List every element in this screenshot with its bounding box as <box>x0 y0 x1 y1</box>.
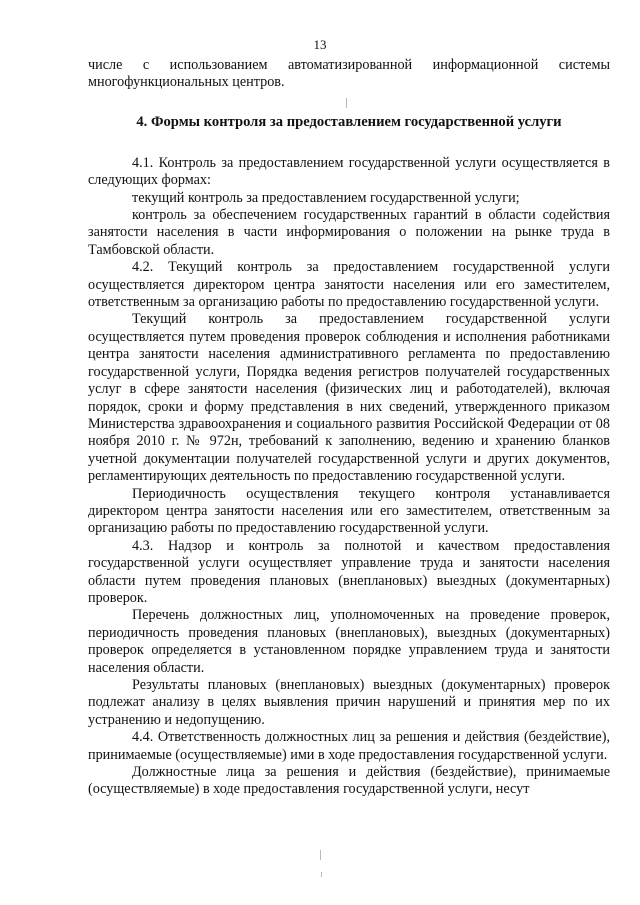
paragraph-officials-list: Перечень должностных лиц, уполномоченных на проведение проверок, периодичность проведения плановых (внеплановых), выездных (документарных) проверок определяется в установленном порядке управлением труда и занятости населения области. <box>88 607 610 676</box>
scan-mark-top <box>346 98 347 108</box>
intro-continuation: числе с использованием автоматизированной информационной системы многофункциональных центров. <box>88 57 610 91</box>
list-item-guarantees-control: контроль за обеспечением государственных гарантий в области содействия занятости населения в части информирования о положении на рынке труда в Тамбовской области. <box>88 207 610 258</box>
section-heading: 4. Формы контроля за предоставлением государственной услуги <box>136 113 562 130</box>
paragraph-current-control-details: Текущий контроль за предоставлением государственной услуги осуществляется путем проведения проверок соблюдения и исполнения работниками центра занятости населения административного регламента по предоставлению государственной услуги, Порядка ведения регистров получателей государственных услуг в сфере занятости населения (физических лиц и работодателей), включая порядок, сроки и форму представления в них сведений, утвержденного приказом Министерства здравоохранения и социального развития Российской Федерации от 08 ноября 2010 г. № 972н, требований к заполнению, ведению и хранению бланков учетной документации получателей государственной услуги и других документов, регламентирующих деятельность по предоставлению государственной услуги. <box>88 311 610 485</box>
list-item-current-control: текущий контроль за предоставлением государственной услуги; <box>132 189 520 206</box>
paragraph-officials-responsibility: Должностные лица за решения и действия (бездействие), принимаемые (осуществляемые) в ходе предоставления государственной услуги, несут <box>88 764 610 798</box>
scan-mark-bottom <box>320 850 321 860</box>
paragraph-4-4: 4.4. Ответственность должностных лиц за решения и действия (бездействие), принимаемые (осуществляемые) ими в ходе предоставления государственной услуги. <box>88 729 610 763</box>
paragraph-periodicity: Периодичность осуществления текущего контроля устанавливается директором центра занятости населения или его заместителем, ответственным за организацию работы по предоставлению государственной услуги. <box>88 485 610 537</box>
paragraph-inspection-results: Результаты плановых (внеплановых) выездных (документарных) проверок подлежат анализу в целях выявления причин нарушений и принятия мер по их устранению и недопущению. <box>88 677 610 728</box>
page-body <box>88 57 610 799</box>
paragraph-4-2: 4.2. Текущий контроль за предоставлением государственной услуги осуществляется директором центра занятости населения или его заместителем, ответственным за организацию работы по предоставлению государственной услуги. <box>88 259 610 311</box>
scan-mark-bottom-small <box>321 872 322 877</box>
paragraph-4-1: 4.1. Контроль за предоставлением государственной услуги осуществляется в следующих формах: <box>88 154 610 189</box>
page-number: 13 <box>313 37 327 52</box>
paragraph-4-3: 4.3. Надзор и контроль за полнотой и качеством предоставления государственной услуги осуществляет управление труда и занятости населения области путем проведения плановых (внеплановых) выездных (документарных) проверок. <box>88 537 610 606</box>
